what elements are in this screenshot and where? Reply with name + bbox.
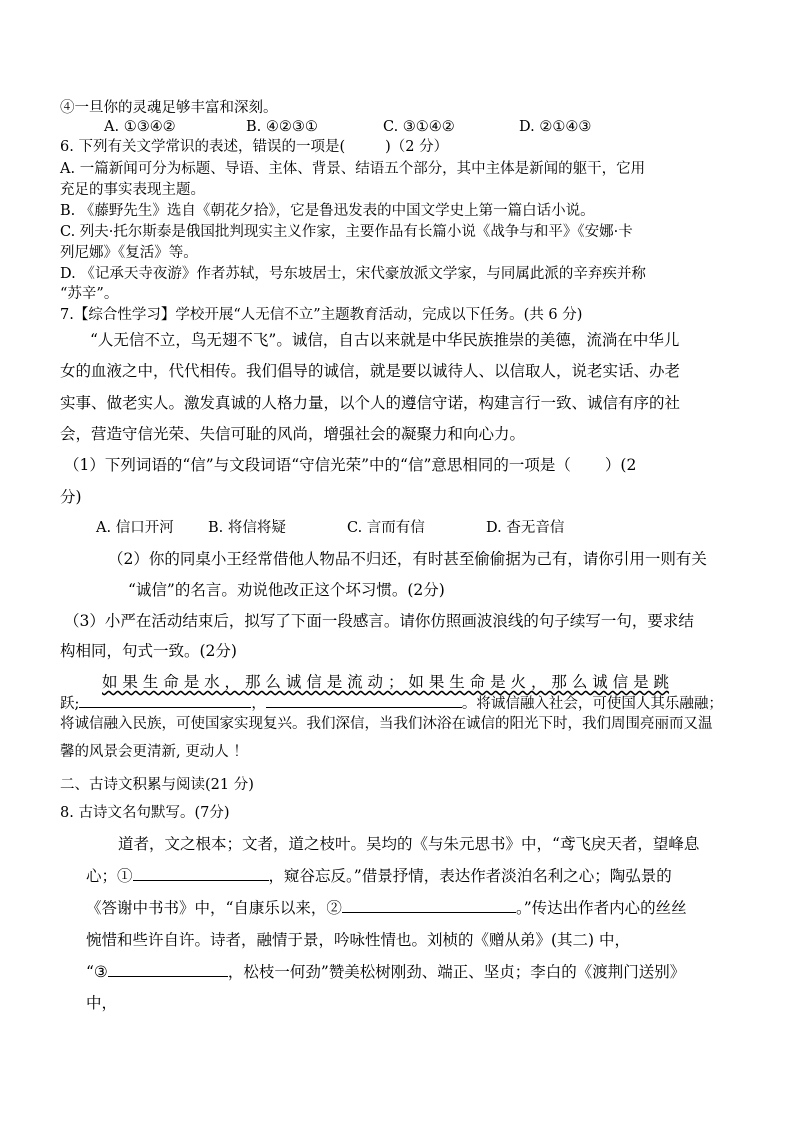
q7-passage-line2: 女的血液之中，代代相传。我们倡导的诚信，就是要以诚待人、以信取人，说老实话、办老 <box>60 362 681 380</box>
q7-sub3-comma: ， <box>251 696 266 712</box>
q7-sub3-answer-line <box>60 693 723 714</box>
section2-heading: 二、古诗文积累与阅读(21 分) <box>60 777 254 793</box>
q7-passage-line4: 会，营造守信光荣、失信可耻的风尚，增强社会的凝聚力和向心力。 <box>60 425 526 443</box>
q8-text-5a: “③ <box>86 963 108 981</box>
q7-sub1-stem <box>64 455 636 475</box>
q7-title: 7.【综合性学习】学校开展“人无信不立”主题教育活动，完成以下任务。(共 6 分) <box>60 307 583 323</box>
q7-sub2-line2: “诚信”的名言。劝说他改正这个坏习惯。(2分) <box>128 581 445 599</box>
q7-sub3-text-a: 跃; <box>60 696 80 712</box>
q6-option-a-line1: A. 一篇新闻可分为标题、导语、主体、背景、结语五个部分，其中主体是新闻的躯干，它用 <box>60 161 646 177</box>
q5-option-a: A. ①③④② <box>104 119 176 135</box>
q6-option-d-line1: D. 《记承天寺夜游》作者苏轼，号东坡居士，宋代豪放派文学家，与同属此派的辛弃疾并称 <box>60 266 646 282</box>
q6-stem <box>60 137 448 157</box>
q7-sub3-blank-1[interactable] <box>79 693 251 708</box>
q8-text-2b: ，窥谷忘反。”借景抒情，表达作者淡泊名利之心；陶弘景的 <box>268 867 672 885</box>
q7-sub3-text-c: 。将诚信融入社会，可使国人其乐融融； <box>461 696 723 712</box>
q8-text-5b: ，松枝一何劲”赞美松树刚劲、端正、坚贞；李白的《渡荆门送别》 <box>227 963 686 981</box>
q5-option-b: B. ④②③① <box>246 119 318 135</box>
q8-text-3a: 《答谢中书书》中，“自康乐以来，② <box>86 899 342 917</box>
q6-stem-text: 6. 下列有关文学常识的表述，错误的一项是( <box>60 139 346 155</box>
q7-sub1-option-b: B. 将信将疑 <box>208 520 286 536</box>
q7-sub1-option-c: C. 言而有信 <box>347 520 425 536</box>
q7-sub3-line2: 构相同，句式一致。(2分) <box>60 642 237 660</box>
q6-option-c-line2: 列尼娜》《复活》等。 <box>60 245 198 261</box>
q8-title: 8. 古诗文名句默写。(7分) <box>60 805 230 821</box>
q6-stem-score: )（2 分） <box>385 139 449 155</box>
q8-blank-2[interactable] <box>342 898 516 913</box>
q7-sub3-blank-2[interactable] <box>266 693 462 708</box>
q7-sub3-wavy-sentence: 如 果 生 命 是 水 ， 那 么 诚 信 是 流 动 ； 如 果 生 命 是 火 ， 那 么 诚 信 是 跳 <box>102 673 670 691</box>
q7-sub3-line3: 将诚信融入民族，可使国家实现复兴。我们深信，当我们沐浴在诚信的阳光下时，我们周围亮丽而又温 <box>60 716 713 732</box>
q8-text-3b: 。”传达出作者内心的丝丝 <box>515 899 687 917</box>
q7-passage-line3: 实事、做老实人。激发真诚的人格力量，以个人的遵信守诺，构建言行一致、诚信有序的社 <box>60 394 681 412</box>
q5-option-line4: ④一旦你的灵魂足够丰富和深刻。 <box>60 100 278 116</box>
q8-line1: 道者，文之根本；文者，道之枝叶。吴均的《与朱元思书》中，“鸢飞戾天者，望峰息 <box>118 835 700 853</box>
q5-option-d: D. ②①④③ <box>519 119 592 135</box>
q8-blank-3[interactable] <box>108 962 228 977</box>
q7-sub1-score: ）(2 <box>604 456 637 474</box>
q8-line3 <box>86 898 687 918</box>
q8-line5 <box>86 962 685 982</box>
q7-sub1-option-a: A. 信口开河 <box>96 520 174 536</box>
q8-text-2a: 心；① <box>86 867 133 885</box>
q7-sub2-line1: （2）你的同桌小王经常借他人物品不归还，有时甚至偷偷据为己有，请你引用一则有关 <box>108 550 707 568</box>
q5-option-c: C. ③①④② <box>383 119 455 135</box>
q7-sub1-text: （1）下列词语的“信”与文段词语“守信光荣”中的“信”意思相同的一项是（ <box>64 456 571 474</box>
q8-line2 <box>86 866 672 886</box>
q6-option-b: B. 《藤野先生》选自《朝花夕拾》，它是鲁迅发表的中国文学史上第一篇白话小说。 <box>60 203 595 219</box>
q8-line6: 中， <box>86 994 118 1012</box>
q7-sub3-line4: 馨的风景会更清新, 更动人 ！ <box>60 744 248 760</box>
q6-option-d-line2: “苏辛”。 <box>60 286 119 302</box>
q6-option-c-line1: C. 列夫·托尔斯泰是俄国批判现实主义作家，主要作品有长篇小说《战争与和平》《安娜·卡 <box>60 224 633 240</box>
q7-sub1-score-cont: 分) <box>60 488 82 506</box>
q7-sub1-option-d: D. 杳无音信 <box>486 520 565 536</box>
q8-line4: 惋惜和些许自许。诗者，融情于景，吟咏性情也。刘桢的《赠从弟》(其二) 中， <box>86 931 631 949</box>
q7-passage-line1: “人无信不立，鸟无翅不飞”。诚信，自古以来就是中华民族推崇的美德，流淌在中华儿 <box>90 331 680 349</box>
q7-sub3-line1: （3）小严在活动结束后，拟写了下面一段感言。请你仿照画波浪线的句子续写一句，要求结 <box>64 612 694 630</box>
q8-blank-1[interactable] <box>133 866 269 881</box>
q6-option-a-line2: 充足的事实表现主题。 <box>60 182 205 198</box>
q6-answer-blank[interactable] <box>345 137 385 151</box>
